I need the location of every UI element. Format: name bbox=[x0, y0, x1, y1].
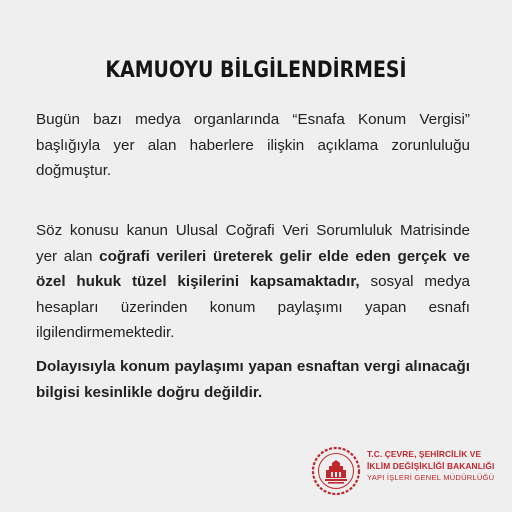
paragraph-explanation bbox=[36, 218, 470, 346]
organization-line3: YAPI İŞLERİ GENEL MÜDÜRLÜĞÜ bbox=[367, 473, 495, 482]
organization-line2: İKLİM DEĞİŞİKLİĞİ BAKANLIĞI bbox=[367, 460, 495, 471]
ministry-seal-icon bbox=[311, 446, 361, 496]
paragraph-explanation-part1: Söz konusu kanun Ulusal Coğrafi Veri Sorumluluk Matrisinde yer alan bbox=[36, 222, 470, 265]
paragraph-explanation-part2: sosyal medya hesapları üzerinden konum paylaşımı yapan esnafı ilgilendirmemektedir. bbox=[36, 273, 470, 341]
organization-name bbox=[367, 449, 507, 484]
page-title: KAMUOYU BİLGİLENDİRMESİ bbox=[105, 58, 407, 83]
paragraph-explanation-bold: coğrafi verileri üreterek gelir elde eden gerçek ve özel hukuk tüzel kişilerini kapsamaktadır, bbox=[36, 247, 470, 290]
paragraph-intro bbox=[36, 107, 470, 184]
paragraph-intro-text: Bugün bazı medya organlarında “Esnafa Konum Vergisi” başlığıyla yer alan haberlere ilişkin açıklama zorunluluğu doğmuştur. bbox=[36, 111, 470, 179]
paragraph-conclusion-text: Dolayısıyla konum paylaşımı yapan esnaftan vergi alınacağı bilgisi kesinlikle doğru değildir. bbox=[36, 358, 470, 401]
organization-line1: T.C. ÇEVRE, ŞEHİRCİLİK VE bbox=[367, 449, 482, 459]
paragraph-conclusion bbox=[36, 354, 470, 405]
